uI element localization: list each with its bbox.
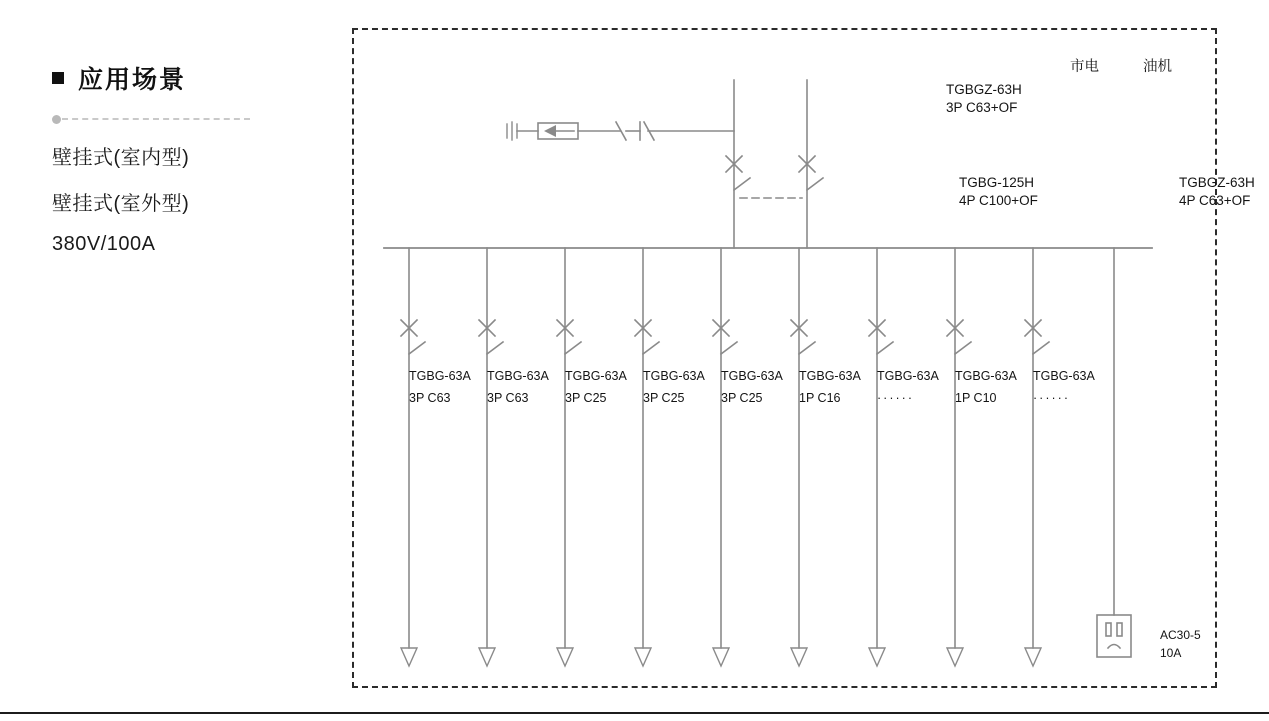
- branch-circuit: [557, 248, 581, 666]
- branch-6-spec: ······: [877, 391, 914, 405]
- socket-rating-label: 10A: [1160, 646, 1182, 660]
- branch-circuit: [713, 248, 737, 666]
- branch-circuit: [401, 248, 425, 666]
- bottom-rule: [0, 712, 1269, 714]
- branch-1-model: TGBG-63A: [487, 369, 549, 383]
- main-breaker-1-model: TGBGZ-63H: [1179, 175, 1255, 190]
- mains-source-label: 市电: [1070, 59, 1099, 75]
- square-bullet-icon: [52, 72, 64, 84]
- main-breaker-generator: [799, 156, 823, 190]
- main-breaker-mains: [726, 156, 750, 190]
- generator-source-label: 油机: [1143, 59, 1172, 75]
- branch-0-model: TGBG-63A: [409, 369, 471, 383]
- branch-0-spec: 3P C63: [409, 391, 451, 405]
- main-breaker-0-spec: 4P C100+OF: [959, 193, 1038, 208]
- branch-3-model: TGBG-63A: [643, 369, 705, 383]
- socket-outlet-icon: [1097, 248, 1131, 657]
- main-breaker-0-model: TGBG-125H: [959, 175, 1035, 190]
- branch-6-model: TGBG-63A: [877, 369, 939, 383]
- divider-line: [62, 118, 250, 120]
- branch-circuit: [635, 248, 659, 666]
- incoming-feeder: [507, 122, 734, 140]
- branch-circuit: [1025, 248, 1049, 666]
- branch-circuit: [947, 248, 971, 666]
- branch-5-spec: 1P C16: [799, 391, 841, 405]
- branch-circuit: [791, 248, 815, 666]
- section-title-text: 应用场景: [78, 66, 187, 94]
- branch-7-model: TGBG-63A: [955, 369, 1017, 383]
- left-panel: [52, 60, 312, 256]
- divider: [52, 114, 312, 124]
- branch-circuit: [869, 248, 893, 666]
- branch-8-spec: ······: [1033, 391, 1070, 405]
- branch-4-spec: 3P C25: [721, 391, 763, 405]
- section-title: [52, 60, 312, 96]
- branch-2-model: TGBG-63A: [565, 369, 627, 383]
- main-breaker-1-spec: 4P C63+OF: [1179, 193, 1251, 208]
- branch-1-spec: 3P C63: [487, 391, 529, 405]
- branch-8-model: TGBG-63A: [1033, 369, 1095, 383]
- branch-circuit: [479, 248, 503, 666]
- branch-2-spec: 3P C25: [565, 391, 607, 405]
- branch-4-model: TGBG-63A: [721, 369, 783, 383]
- branch-3-spec: 3P C25: [643, 391, 685, 405]
- list-item: 壁挂式(室外型): [52, 193, 190, 215]
- branch-7-spec: 1P C10: [955, 391, 997, 405]
- incoming-device-spec: 3P C63+OF: [946, 100, 1018, 115]
- socket-model-label: AC30-5: [1160, 628, 1201, 642]
- list-item: 壁挂式(室内型): [52, 147, 190, 169]
- incoming-device-model: TGBGZ-63H: [946, 82, 1022, 97]
- branch-5-model: TGBG-63A: [799, 369, 861, 383]
- list-item: 380V/100A: [52, 233, 156, 255]
- single-line-diagram: [352, 28, 1217, 688]
- divider-dot-icon: [52, 115, 61, 124]
